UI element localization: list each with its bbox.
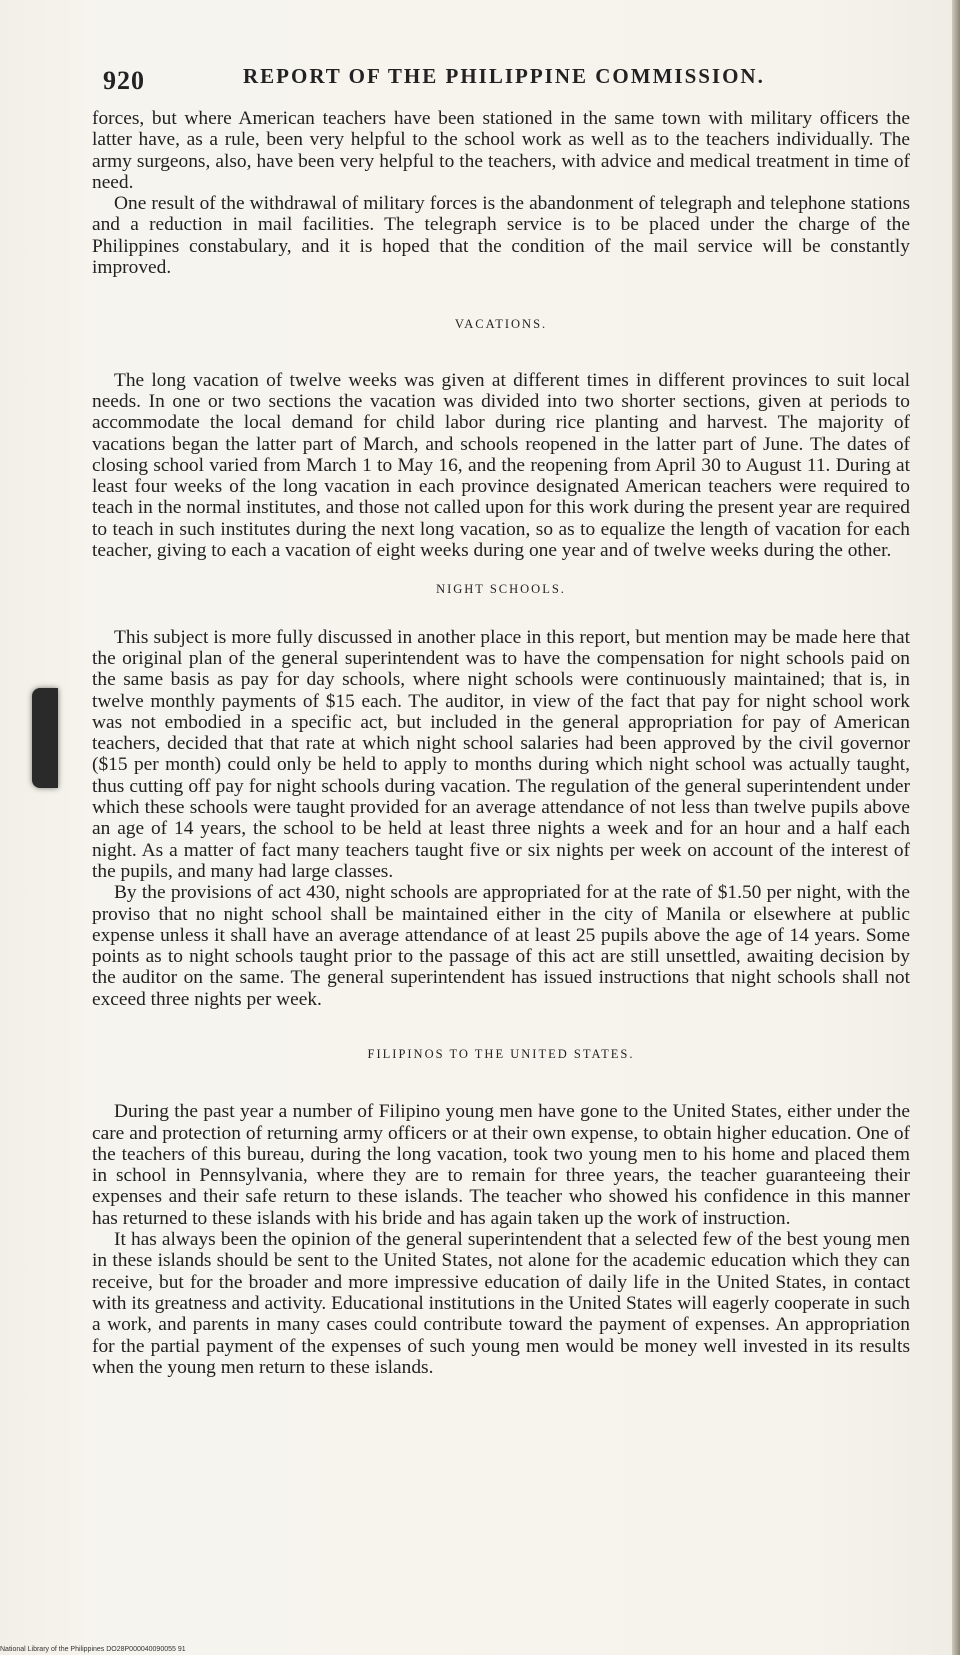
page-edge-shadow <box>952 0 960 1655</box>
page-body <box>92 108 910 1378</box>
section-heading-night-schools: NIGHT SCHOOLS. <box>436 582 566 597</box>
binding-tab <box>32 688 58 788</box>
paragraph: It has always been the opinion of the general superintendent that a selected few of the best young men in these islands should be sent to the United States, not alone for the academic education which they can receive, but for the broader and more impressive education of daily life in the United States, in contact with its greatness and activity. Educational institutions in the United States will eagerly cooperate in such a work, and parents in many cases could contribute toward the payment of expenses. An appropriation for the partial payment of the expenses of such young men would be money well invested in its results when the young men return to these islands. <box>92 1229 910 1378</box>
paragraph: One result of the withdrawal of military forces is the abandonment of telegraph and telephone stations and a reduction in mail facilities. The telegraph service is to be placed under the charge of the Philippines constabulary, and it is hoped that the condition of the mail service will be constantly improved. <box>92 193 910 279</box>
section-heading-filipinos: FILIPINOS TO THE UNITED STATES. <box>367 1046 635 1061</box>
paragraph: The long vacation of twelve weeks was given at different times in different provinces to suit local needs. In one or two sections the vacation was divided into two shorter sections, given at periods to accommodate the local demand for child labor during rice planting and harvest. The majority of vacations began the latter part of March, and schools reopened in the latter part of June. The dates of closing school varied from March 1 to May 16, and the reopening from April 30 to August 11. During at least four weeks of the long vacation in each province designated American teachers were required to teach in the normal institutes, and those not called upon for this work during the present year are required to teach in such institutes during the next long vacation, so as to equalize the length of vacation for each teacher, giving to each a vacation of eight weeks during one year and of twelve weeks during the other. <box>92 369 910 562</box>
page-header <box>103 62 903 102</box>
scan-credit: National Library of the Philippines DO28P000040090055 91 <box>0 1646 186 1653</box>
paragraph: This subject is more fully discussed in another place in this report, but mention may be made here that the original plan of the general superintendent was to have the compensation for night schools paid on the same basis as pay for day schools, where night schools were continuously maintained; that is, in twelve monthly payments of $15 each. The auditor, in view of the fact that pay for night school work was not embodied in a specific act, but included in the general appropriation for pay of American teachers, decided that that rate at which night school salaries had been approved by the civil governor ($15 per month) could only be held to apply to months during which night school was actually taught, thus cutting off pay for night schools during vacation. The regulation of the general superintendent under which these schools were taught provided for an average attendance of not less than twelve pupils above an age of 14 years, the school to be held at least three nights a week and for an hour and a half each night. As a matter of fact many teachers taught five or six nights per week on account of the interest of the pupils, and many had large classes. <box>92 626 910 882</box>
paragraph: forces, but where American teachers have been stationed in the same town with military officers the latter have, as a rule, been very helpful to the school work as well as to the teachers individually. The army surgeons, also, have been very helpful to the teachers, with advice and medical treatment in time of need. <box>92 108 910 193</box>
page-number: 920 <box>103 66 145 95</box>
section-heading-vacations: VACATIONS. <box>454 317 548 332</box>
paragraph: By the provisions of act 430, night schools are appropriated for at the rate of $1.50 per night, with the proviso that no night school shall be maintained either in the city of Manila or elsewhere at public expense unless it shall have an average attendance of at least 25 pupils above the age of 14 years. Some points as to night schools taught prior to the passage of this act are still unsettled, awaiting decision by the auditor on the same. The general superintendent has issued instructions that night schools shall not exceed three nights per week. <box>92 882 910 1010</box>
running-head: REPORT OF THE PHILIPPINE COMMISSION. <box>243 64 765 88</box>
paragraph: During the past year a number of Filipino young men have gone to the United States, either under the care and protection of returning army officers or at their own expense, to obtain higher education. One of the teachers of this bureau, during the long vacation, took two young men to his home and placed them in school in Pennsylvania, where they are to remain for three years, the teacher guaranteeing their expenses and their safe return to these islands. The teacher who showed his confidence in this manner has returned to these islands with his bride and has again taken up the work of instruction. <box>92 1101 910 1229</box>
